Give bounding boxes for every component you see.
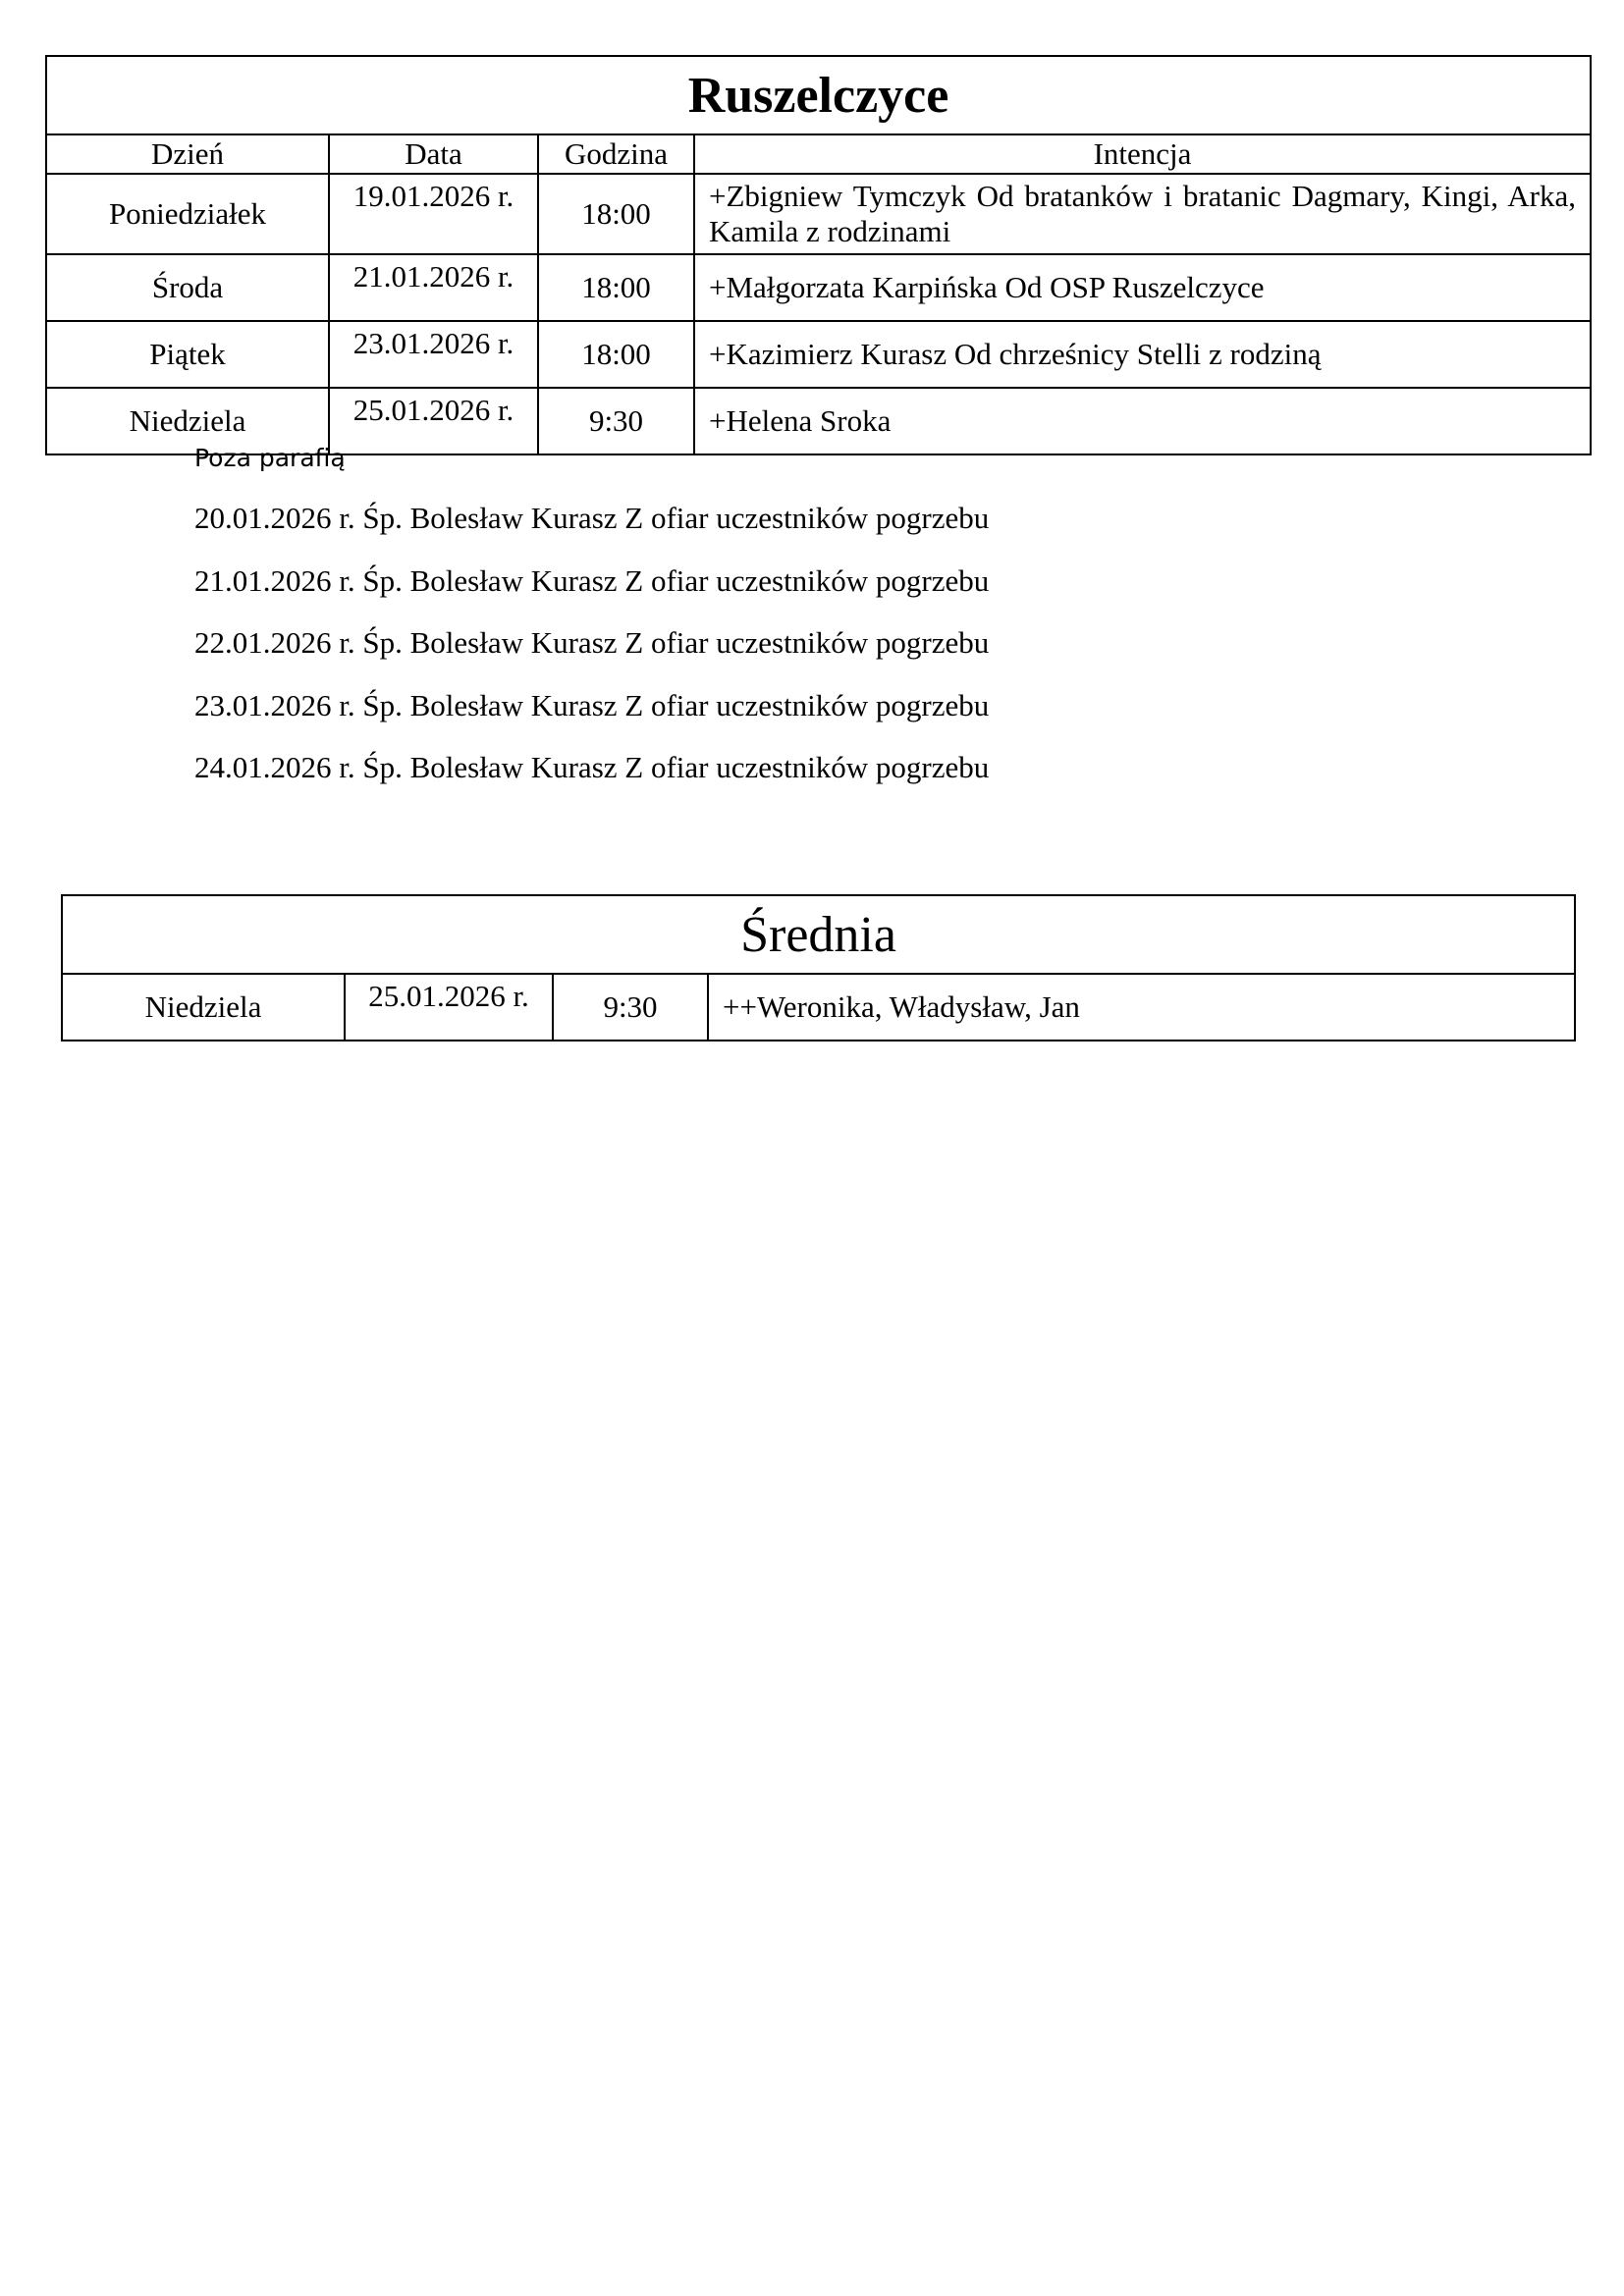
row-time: 18:00 [538,254,694,321]
table-header-row [46,134,1591,174]
row-intention: +Zbigniew Tymczyk Od bratanków i bratanic Dagmary, Kingi, Arka, Kamila z rodzinami [694,174,1591,254]
list-item: 24.01.2026 r. Śp. Bolesław Kurasz Z ofiar uczestników pogrzebu [194,750,990,784]
row-intention: ++Weronika, Władysław, Jan [708,974,1575,1041]
ruszelczyce-title: Ruszelczyce [46,56,1591,134]
srednia-schedule-table [61,894,1576,1041]
row-intention: +Helena Sroka [694,388,1591,454]
outside-parish-list [194,501,989,813]
row-time: 9:30 [538,388,694,454]
row-day: Środa [46,254,329,321]
header-intention: Intencja [694,134,1591,174]
header-date: Data [329,134,538,174]
outside-parish-label: Poza parafią [194,444,346,472]
row-intention: +Kazimierz Kurasz Od chrześnicy Stelli z rodziną [694,321,1591,388]
row-day: Poniedziałek [46,174,329,254]
ruszelczyce-schedule-table [45,55,1592,455]
list-item: 23.01.2026 r. Śp. Bolesław Kurasz Z ofiar uczestników pogrzebu [194,687,990,722]
row-day: Niedziela [62,974,345,1041]
row-day: Niedziela [46,388,329,454]
header-day: Dzień [46,134,329,174]
table-row [62,974,1575,1041]
row-time: 18:00 [538,321,694,388]
srednia-title: Średnia [62,895,1575,974]
row-time: 18:00 [538,174,694,254]
row-day: Piątek [46,321,329,388]
table-row [46,254,1591,321]
list-item: 21.01.2026 r. Śp. Bolesław Kurasz Z ofiar uczestników pogrzebu [194,562,990,598]
row-time: 9:30 [553,974,708,1041]
list-item: 20.01.2026 r. Śp. Bolesław Kurasz Z ofiar uczestników pogrzebu [194,501,990,535]
table-row [46,174,1591,254]
table-row [46,321,1591,388]
row-date: 25.01.2026 r. [329,388,538,454]
row-intention: +Małgorzata Karpińska Od OSP Ruszelczyce [694,254,1591,321]
row-date: 19.01.2026 r. [329,174,538,254]
list-item: 22.01.2026 r. Śp. Bolesław Kurasz Z ofiar uczestników pogrzebu [194,625,990,660]
header-time: Godzina [538,134,694,174]
row-date: 25.01.2026 r. [345,974,553,1041]
row-date: 23.01.2026 r. [329,321,538,388]
row-date: 21.01.2026 r. [329,254,538,321]
